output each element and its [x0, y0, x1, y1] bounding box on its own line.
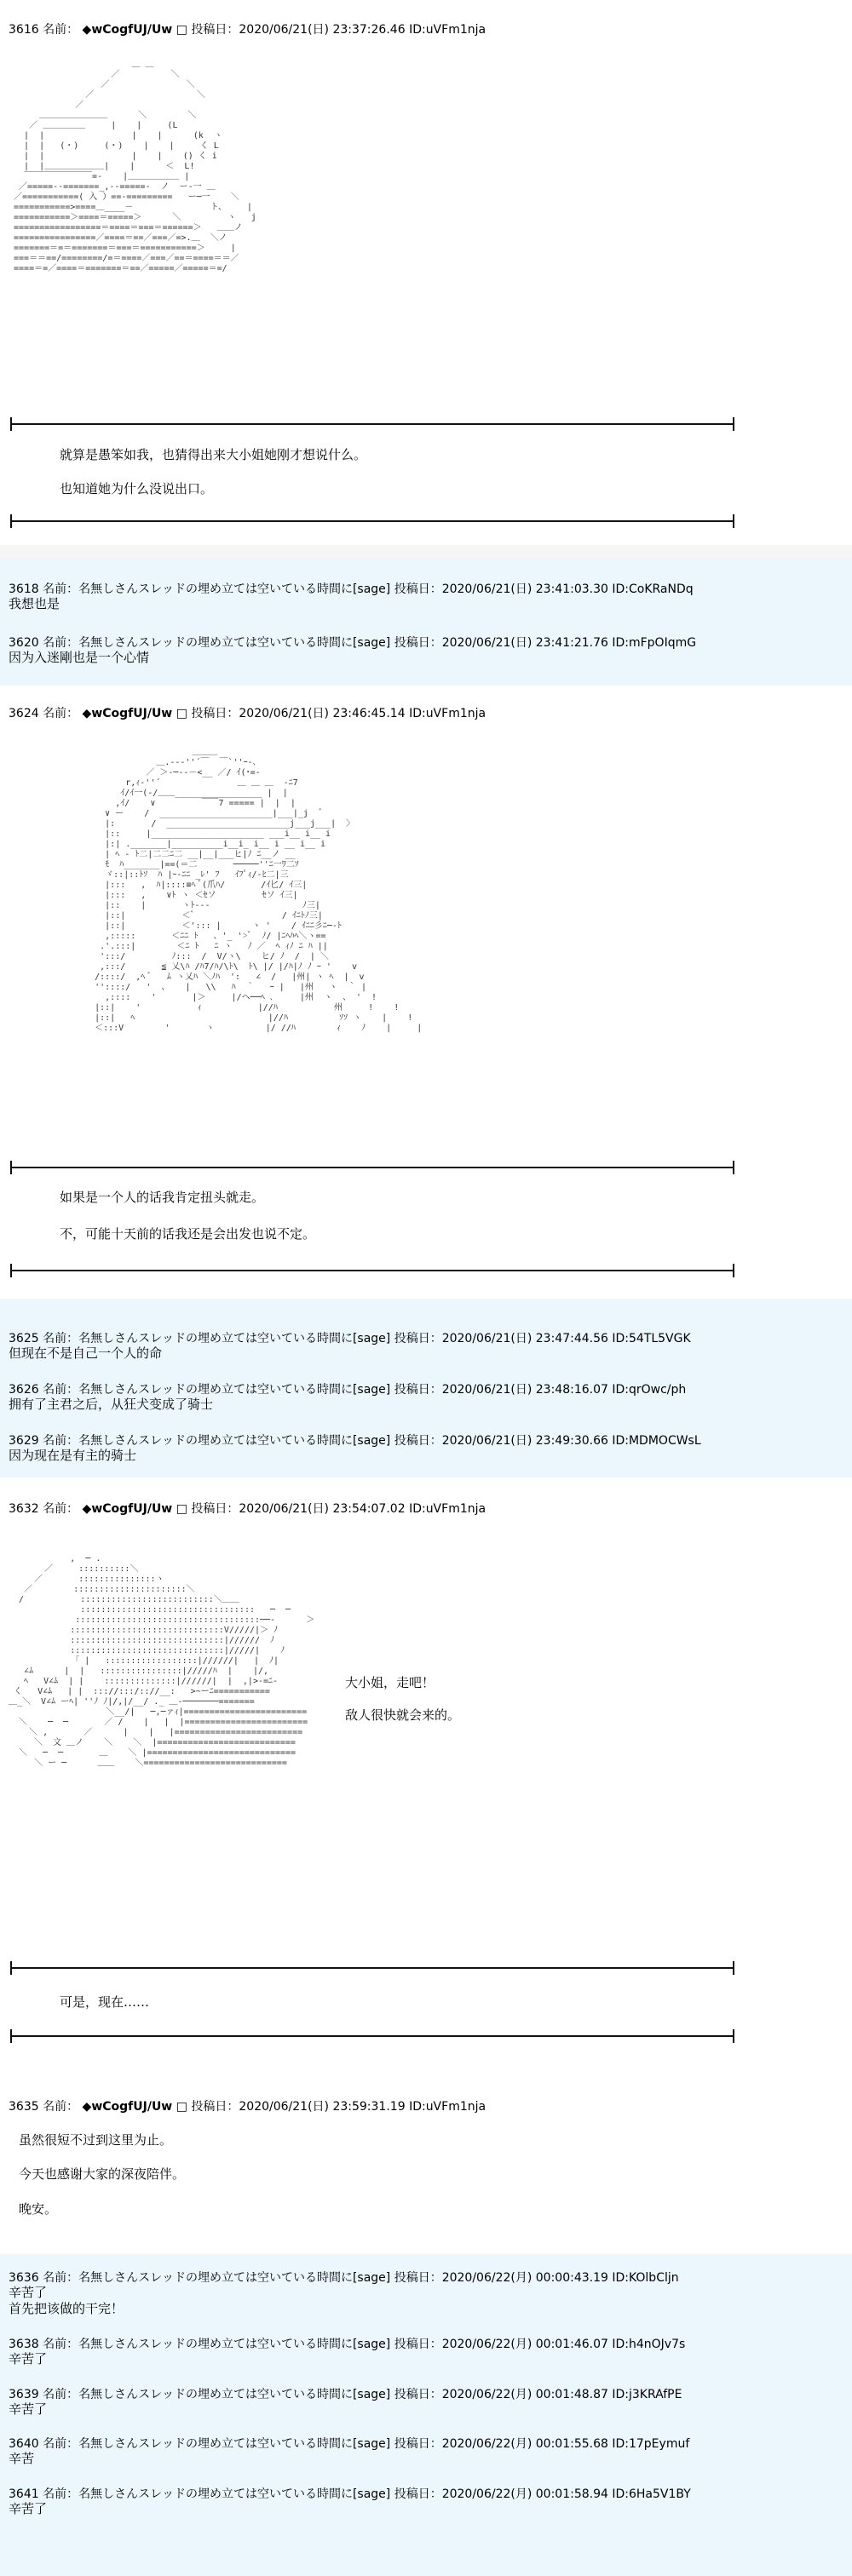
reply-body: 辛苦了 [9, 2351, 48, 2367]
reply-body: 因为入迷剛也是一个心情 [9, 650, 150, 665]
divider [10, 1270, 734, 1271]
divider [10, 1967, 734, 1969]
ascii-art: , ─ . ／ ::::::::::＼ ／ :::::::::::::::ヽ ／ ::::::::::::::::::::::＼ / ::::::::::::::::::::::::::＼＿＿ :::::::::::::::::::::::::::::::::: ─ ─ ::::::::::::::::::::::::::::::::::::──- ＞ ::::::::::::::::::::::::::::::V/////|＞ ﾉ ::::::::::::::::::::::::::::::|////// ﾉ ::::::::::::::::::::::::::::::|/////| ﾉ ｢ | ::::::::::::::::::|//////| | ﾉ| ∠ﾑ | | ::::::::::::::::|/////ﾊ | |/, ﾍ V∠ﾑ | | ::::::::::::::|//////| | ,|>-=ﾆ- く V∠ﾑ | | ::://:::/:://__: >~ーﾆ=========== ＿_＼ V∠ﾑ ーﾍ| ''ﾉ ﾉ|/,|/__/ ._ ＿-───────======= ＼__/| ─,─ァｨ|======================== ＼ ─ ─ ／ / | | |======================== ＼ , ／ | | |========================= ＼ 文 ＿ノ ＼ ＼ |=========================== ＼ ─ ─ ＿ ＼ |============================= ＼ ー ─ ＿＿ ＼============================ [9, 1554, 315, 1768]
post-header [9, 704, 486, 721]
reply-header [9, 1329, 691, 1346]
reply-body: 辛苦了 [9, 2401, 48, 2417]
ascii-art: ＿＿＿ ＿.-‐‐''´￣ ￣`''ｰ-､ ／ ＞-─‐-－<__ ／/ ｲ(･=- r,ｨ-''´ ＿ ＿ ＿ ‐ﾆ7 ｲ/ｲ一(-/＿＿_________________ | | ,ｲ/ ∨ ￣￣7 ===== | | | ∨ ー / ______________________|___|_j ﾞ |: / ________________________j___j___| 〉 |:: |______________________ ___i__ i__ i |:| ._______|__________i__i_ i__ i __ i__ i | ﾍ ‐ ﾄ二|二二ﾆ二 __|__|___ヒ|ﾉ ﾆ__ノ __ ﾓ ﾊ_______|==(＝二 ─────''ﾆ一ﾜ二ｿ ゞ::|::ﾄｿ ﾊ |ｰ-ﾆﾆ _ﾚ' ﾌ ｲﾌﾟｨ/-ﾋ二|三 |::: , ﾊ|::::≡ﾍ ﾞ(爪ﾊ/ /ｲ匕/ ｲ三| |::: , ∨ﾄ ヽ ＜ｾソ ｾソ ｲ三| |:: | ヽﾄ--- ﾉ三| |::| ＜ﾞ / ｲﾆﾄﾉ三| |::| ＜'::: | ヽ ' / ｲﾆﾆ彡ﾆ─-ﾄ ,::::: ＜ﾆﾆ ﾄ 、'_ '>ﾞ ﾉ/ |ﾆﾍﾊﾍ＼ヽ== .'.:::| ＜ﾆ ﾄ ﾆ ヽ ﾉ ／ ﾍ ｨﾉ ﾆ ﾊ || ':::/ ﾉ::: / V/ヽ\ ヒ/ ﾉ / | ＼ ,:::/ ≦ 乂\ﾊ /ﾊ7/ﾊ/\ﾄ\ ﾄ\ |/ |/ﾊ|ﾉ ﾉ ｰ ' v /::::/ ,ﾍ ﾞ ﾑ ヽ乂ﾊ ＼ﾉﾊ ': ∠ / |州| ヽ ﾍ | v ''::::/ ' 、 | \\ ﾊ ｀ ｰ | |州 ヽ ｀ | ,:::: ' |＞ |/ヘ──ﾍ ､ |州 ヽ 、 ' ! |::| ' ｨ |//ﾊ 州 ! ! |::| ﾍ |//ﾊ ｿｿ ヽ | ! ＜:::V ' ヽ |/ //ﾊ ｨ ﾉ | | [95, 748, 423, 1033]
name-label: 名前： [43, 1502, 79, 1516]
reply-group [0, 1299, 852, 1477]
trip-icon: □ [176, 707, 187, 720]
reply-meta: 名前：名無しさんスレッドの埋め立ては空いている時間に[sage] 投稿日：2020/06/21(日) 23:48:16.07 ID:qrOwc/ph [43, 1383, 687, 1397]
narration-line: 如果是一个人的话我肯定扭头就走。 [60, 1190, 265, 1205]
post-number: 3638 [9, 2338, 39, 2351]
post-number: 3632 [9, 1502, 39, 1516]
name-label: 名前： [43, 707, 79, 720]
post-number: 3618 [9, 582, 39, 596]
reply-header [9, 580, 694, 597]
reply-group [0, 558, 852, 686]
reply-body: 拥有了主君之后，从狂犬变成了骑士 [9, 1397, 214, 1412]
poster-trip[interactable]: ◆wCogfUJ/Uw [82, 2100, 173, 2114]
reply-meta: 名前：名無しさんスレッドの埋め立ては空いている時間に[sage] 投稿日：2020/06/22(月) 00:01:55.68 ID:17pEymuf [43, 2437, 690, 2451]
narration-line: 晚安。 [19, 2201, 58, 2217]
post-number: 3636 [9, 2271, 39, 2285]
reply-header [9, 634, 696, 651]
reply-meta: 名前：名無しさんスレッドの埋め立ては空いている時間に[sage] 投稿日：2020/06/22(月) 00:00:43.19 ID:KOlbCljn [43, 2271, 679, 2285]
reply-body: 但现在不是自己一个人的命 [9, 1345, 163, 1361]
narration-line: 今天也感谢大家的深夜陪伴。 [19, 2166, 186, 2182]
narration-line: 可是，现在…… [60, 1994, 150, 2010]
post-header [9, 20, 486, 37]
poster-id[interactable]: ID:uVFm1nja [409, 23, 486, 37]
post-number: 3620 [9, 636, 39, 650]
speech-line: 敌人很快就会来的。 [345, 1707, 461, 1723]
poster-id[interactable]: ID:uVFm1nja [409, 1502, 486, 1516]
reply-header [9, 2435, 689, 2452]
speech-line: 大小姐，走吧！ [345, 1675, 435, 1690]
reply-meta: 名前：名無しさんスレッドの埋め立ては空いている時間に[sage] 投稿日：2020/06/22(月) 00:01:48.87 ID:j3KRAfPE [43, 2388, 682, 2401]
post-3635 [0, 2074, 852, 2254]
reply-header [9, 2485, 691, 2502]
reply-body [9, 2285, 124, 2317]
reply-meta: 名前：名無しさんスレッドの埋め立ては空いている時間に[sage] 投稿日：2020/06/21(日) 23:47:44.56 ID:54TL5VGK [43, 1332, 691, 1345]
reply-group [0, 2254, 852, 2576]
divider [10, 2035, 734, 2037]
trip-icon: □ [176, 1502, 187, 1516]
post-number: 3624 [9, 707, 39, 720]
name-label: 名前： [43, 2100, 79, 2114]
reply-body: 辛苦了 [9, 2501, 48, 2516]
post-number: 3629 [9, 1434, 39, 1448]
post-number: 3641 [9, 2487, 39, 2501]
reply-header [9, 2385, 682, 2402]
reply-body: 辛苦 [9, 2451, 35, 2466]
poster-trip[interactable]: ◆wCogfUJ/Uw [82, 1502, 173, 1516]
ascii-art: ＿ ＿ ／ ＼ ／ ＼ ／ ＼ ／ ＿＿＿＿＿＿＿＿ ＼ ＼ ／ ＿＿＿＿＿ | | (L | | | | (k ヽ | | (・) (・) | | く L | | | | () く i | |＿＿＿＿＿＿＿| | ＜ L! ￣￣￣￣￣￣￣￣=- |＿＿＿＿＿＿ | ／=====--=======_,--=====- ノ ー-一 ＿ ／===========( 入 ）==-========= ー─一 ＼ ===========>====＿____－ ト、 | ===========＞====＝=====＞ ＼ ヽ j =================＝====＝===＝======＞ ＿＿ノ ================／====＝==／===／=>.＿ ＼ノ =======＝=＝=======＝===＝===========＞ | ===＝＝==/========/=＝====／===／==＝====＝＝／ ====＝=／====＝=======＝==／=====／=====＝=/ [14, 60, 256, 273]
post-date: 投稿日：2020/06/21(日) 23:46:45.14 [191, 707, 406, 720]
name-label: 名前： [43, 23, 79, 37]
post-number: 3626 [9, 1383, 39, 1397]
reply-meta: 名前：名無しさんスレッドの埋め立ては空いている時間に[sage] 投稿日：2020/06/21(日) 23:49:30.66 ID:MDMOCWsL [43, 1434, 701, 1448]
narration-line: 就算是愚笨如我，也猜得出来大小姐她刚才想说什么。 [60, 447, 367, 462]
reply-body-line: 首先把该做的干完！ [9, 2301, 124, 2316]
reply-header [9, 2269, 679, 2286]
narration-line: 不，可能十天前的话我还是会出发也说不定。 [60, 1226, 316, 1242]
poster-trip[interactable]: ◆wCogfUJ/Uw [82, 23, 173, 37]
reply-body: 因为现在是有主的骑士 [9, 1448, 137, 1463]
post-3632 [0, 1477, 852, 2074]
poster-id[interactable]: ID:uVFm1nja [409, 2100, 486, 2114]
divider [10, 423, 734, 425]
post-3616 [0, 0, 852, 545]
post-number: 3625 [9, 1332, 39, 1345]
post-date: 投稿日：2020/06/21(日) 23:37:26.46 [191, 23, 406, 37]
post-header [9, 1500, 486, 1517]
reply-header [9, 2335, 685, 2352]
reply-header [9, 1380, 686, 1397]
divider [10, 520, 734, 522]
divider [10, 1167, 734, 1168]
reply-meta: 名前：名無しさんスレッドの埋め立ては空いている時間に[sage] 投稿日：2020/06/21(日) 23:41:03.30 ID:CoKRaNDq [43, 582, 694, 596]
poster-id[interactable]: ID:uVFm1nja [409, 707, 486, 720]
post-date: 投稿日：2020/06/21(日) 23:59:31.19 [191, 2100, 406, 2114]
trip-icon: □ [176, 2100, 187, 2114]
post-date: 投稿日：2020/06/21(日) 23:54:07.02 [191, 1502, 406, 1516]
post-number: 3635 [9, 2100, 39, 2114]
reply-body: 我想也是 [9, 596, 60, 611]
reply-header [9, 1431, 701, 1449]
post-header [9, 2097, 486, 2114]
narration-line: 也知道她为什么没说出口。 [60, 481, 214, 496]
reply-meta: 名前：名無しさんスレッドの埋め立ては空いている時間に[sage] 投稿日：2020/06/21(日) 23:41:21.76 ID:mFpOIqmG [43, 636, 697, 650]
reply-body-line: 辛苦了 [9, 2285, 48, 2300]
post-3624 [0, 686, 852, 1299]
post-number: 3616 [9, 23, 39, 37]
post-number: 3639 [9, 2388, 39, 2401]
trip-icon: □ [176, 23, 187, 37]
post-number: 3640 [9, 2437, 39, 2451]
narration-line: 虽然很短不过到这里为止。 [19, 2132, 173, 2148]
reply-meta: 名前：名無しさんスレッドの埋め立ては空いている時間に[sage] 投稿日：2020/06/22(月) 00:01:46.07 ID:h4nOJv7s [43, 2338, 686, 2351]
poster-trip[interactable]: ◆wCogfUJ/Uw [82, 707, 173, 720]
reply-meta: 名前：名無しさんスレッドの埋め立ては空いている時間に[sage] 投稿日：2020/06/22(月) 00:01:58.94 ID:6Ha5V1BY [43, 2487, 691, 2501]
